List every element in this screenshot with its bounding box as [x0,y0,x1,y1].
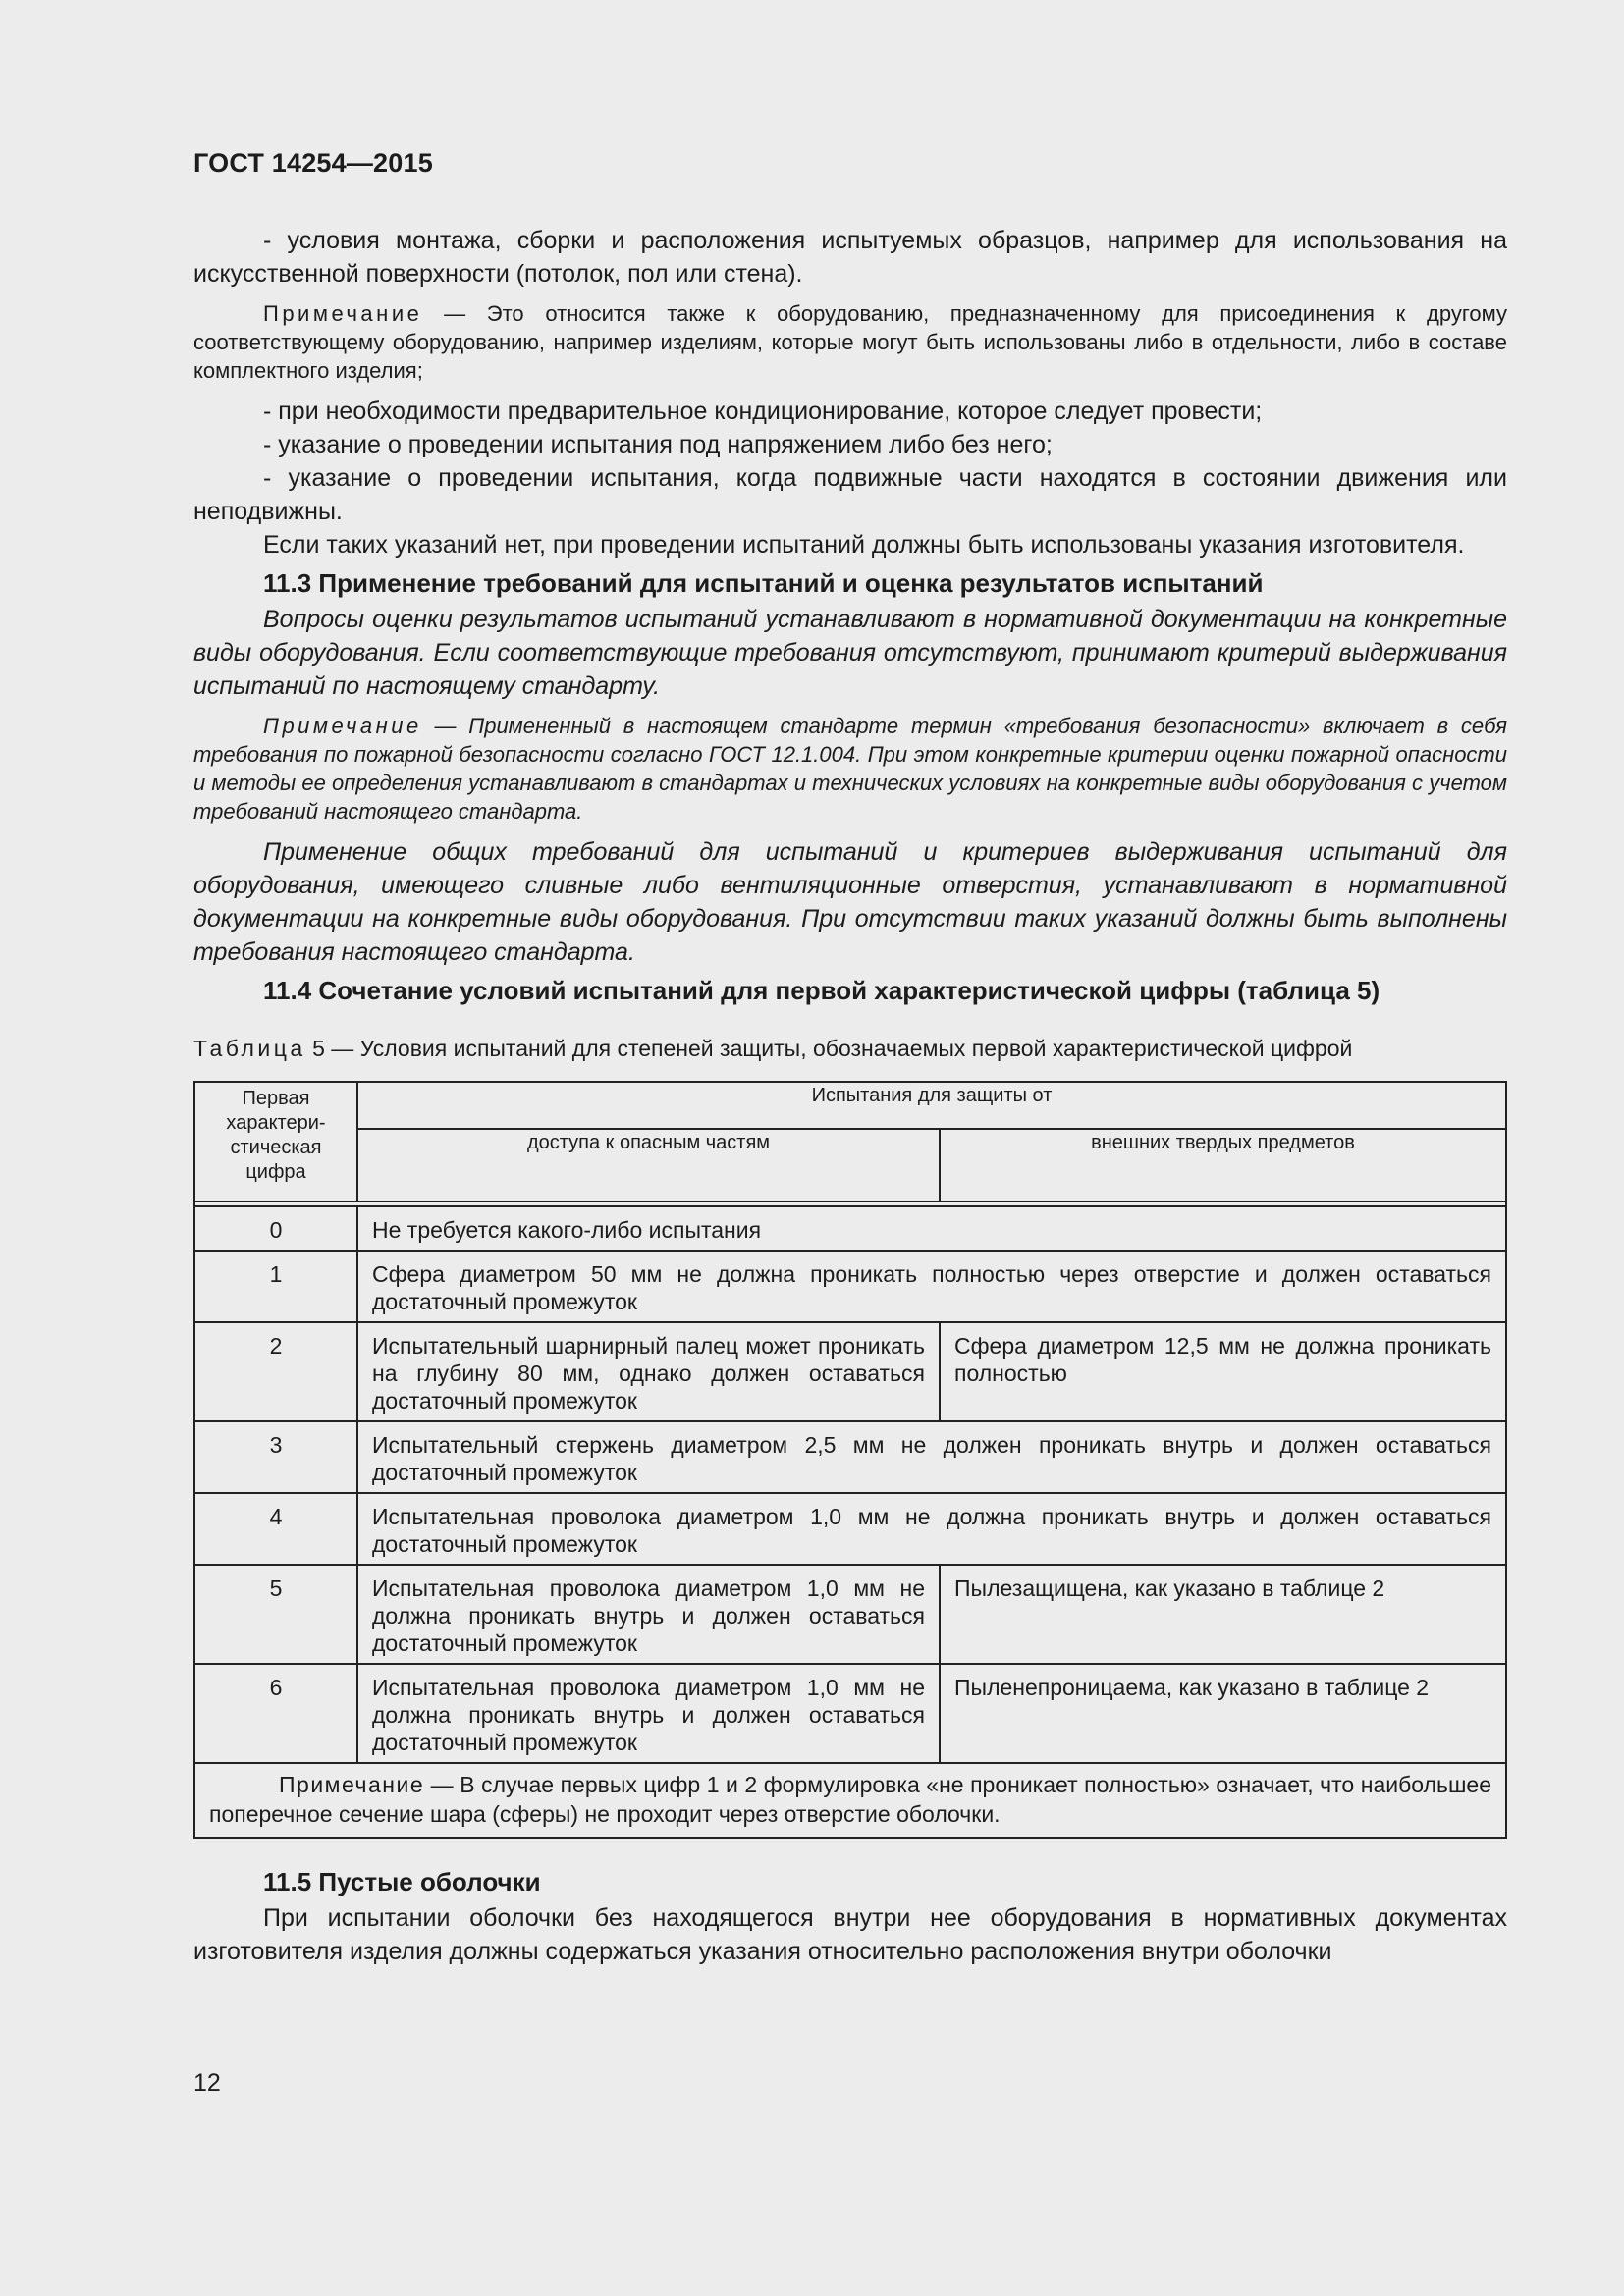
table-row [194,1206,1506,1251]
digit-cell: 5 [194,1565,357,1664]
table-5-caption [193,1034,1507,1063]
access-cell: Испытательный шарнирный палец может проникать на глубину 80 мм, однако должен оставаться достаточный промежуток [357,1322,940,1421]
table-row [194,1421,1506,1493]
section-11-4-heading: 11.4 Сочетание условий испытаний для первой характеристической цифры (таблица 5) [263,976,1380,1005]
table-note-text: — В случае первых цифр 1 и 2 формулировка «не проникает полностью» означает, что наибольшее поперечное сечение шара (сферы) не проходит через отверстие оболочки. [209,1772,1491,1827]
digit-cell: 2 [194,1322,357,1421]
section-11-5-heading: 11.5 Пустые оболочки [263,1867,541,1896]
digit-cell: 6 [194,1664,357,1763]
access-cell: Испытательный стержень диаметром 2,5 мм не должен проникать внутрь и должен оставаться достаточный промежуток [357,1421,1506,1493]
page-number: 12 [193,2069,221,2097]
note-1-text: — Это относится также к оборудованию, предназначенному для присоединения к другому соответствующему оборудованию, например изделиям, которые могут быть использованы либо в отдельности, либо в составе комплектного изделия; [193,301,1507,383]
document-header: ГОСТ 14254—2015 [193,148,433,178]
note-2 [193,712,1507,826]
table-row [194,1664,1506,1763]
header-access-hazardous-parts: доступа к опасным частям [357,1129,940,1201]
table-body [194,1206,1506,1763]
table-header-row [194,1082,1506,1129]
table-row [194,1493,1506,1565]
note-1-label: Примечание [263,301,423,326]
note-2-text: — Примененный в настоящем стандарте термин «требования безопасности» включает в себя требования по пожарной безопасности согласно ГОСТ 12.1.004. При этом конкретные критерии оценки пожарной опасности и методы ее определения устанавливают в стандартах и технических условиях на конкретные виды оборудования с учетом требований настоящего стандарта. [193,714,1507,824]
bullet-voltage: - указание о проведении испытания под напряжением либо без него; [263,431,1053,458]
paragraph-evaluation: Вопросы оценки результатов испытаний устанавливают в нормативной документации на конкретные виды оборудования. Если соответствующие требования отсутствуют, принимают критерий выдерживания испытаний по настоящему стандарту. [193,606,1507,700]
section-11-3-heading: 11.3 Применение требований для испытаний и оценка результатов испытаний [263,568,1264,598]
table-note [194,1763,1506,1838]
bullet-moving-parts: - указание о проведении испытания, когда подвижные части находятся в состоянии движения или неподвижны. [193,464,1507,525]
body-text [193,224,1507,1968]
digit-cell: 3 [194,1421,357,1493]
digit-cell: 1 [194,1251,357,1322]
bullet-mounting: - условия монтажа, сборки и расположения испытуемых образцов, например для использования на искусственной поверхности (потолок, пол или стена). [193,227,1507,288]
header-solid-objects: внешних твердых предметов [940,1129,1506,1201]
access-cell: Испытательная проволока диаметром 1,0 мм не должна проникать внутрь и должен оставаться достаточный промежуток [357,1565,940,1664]
solid-objects-cell: Пыленепроницаема, как указано в таблице 2 [940,1664,1506,1763]
access-cell: Сфера диаметром 50 мм не должна проникать полностью через отверстие и должен оставаться достаточный промежуток [357,1251,1506,1322]
access-cell: Испытательная проволока диаметром 1,0 мм не должна проникать внутрь и должен оставаться достаточный промежуток [357,1493,1506,1565]
digit-cell: 0 [194,1206,357,1251]
solid-objects-cell: Пылезащищена, как указано в таблице 2 [940,1565,1506,1664]
table-row [194,1251,1506,1322]
solid-objects-cell: Сфера диаметром 12,5 мм не должна проникать полностью [940,1322,1506,1421]
table-caption-label: Таблица [193,1036,306,1061]
paragraph-manufacturer: Если таких указаний нет, при проведении испытаний должны быть использованы указания изготовителя. [263,531,1465,559]
paragraph-empty-enclosure: При испытании оболочки без находящегося внутри нее оборудования в нормативных документах изготовителя изделия должны содержаться указания относительно расположения внутри оболочки [193,1904,1507,1965]
note-1 [193,299,1507,385]
access-cell: Не требуется какого-либо испытания [357,1206,1506,1251]
header-tests-for-protection: Испытания для защиты от [357,1082,1506,1129]
note-2-label: Примечание [263,714,422,738]
digit-cell: 4 [194,1493,357,1565]
paragraph-drain-holes: Применение общих требований для испытаний и критериев выдерживания испытаний для оборудования, имеющего сливные либо вентиляционные отверстия, устанавливают в нормативной документации на конкретные виды оборудования. При отсутствии таких указаний должны быть выполнены требования настоящего стандарта. [193,838,1507,966]
access-cell: Испытательная проволока диаметром 1,0 мм не должна проникать внутрь и должен оставаться достаточный промежуток [357,1664,940,1763]
table-5 [193,1081,1507,1839]
table-caption-text: 5 — Условия испытаний для степеней защиты, обозначаемых первой характеристической цифрой [305,1036,1353,1061]
table-row [194,1565,1506,1664]
header-first-digit: Первая характери-стическая цифра [194,1082,357,1201]
table-row [194,1322,1506,1421]
table-note-label: Примечание [279,1772,425,1797]
bullet-conditioning: - при необходимости предварительное кондиционирование, которое следует провести; [263,398,1263,425]
